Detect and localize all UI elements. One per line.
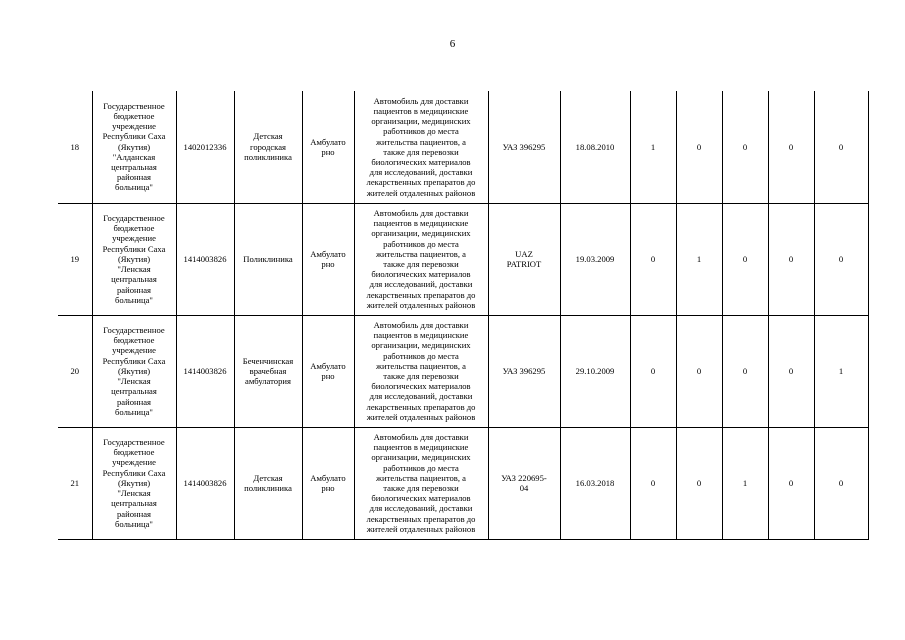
count-cell: 0	[768, 427, 814, 539]
row-number: 21	[58, 427, 92, 539]
vehicle-purpose: Автомобиль для доставки пациентов в медицинские организации, медицинских работников до места жительства пациентов, а также для перевозки биологических материалов для исследований, доставки лекарственных препаратов до жителей отдаленных районов	[354, 203, 488, 315]
inn-code: 1402012336	[176, 91, 234, 203]
registration-date: 19.03.2009	[560, 203, 630, 315]
institution-name: Государственное бюджетное учреждение Республики Саха (Якутия) "Ленская центральная районная больница"	[92, 315, 176, 427]
table-row	[58, 91, 868, 203]
count-cell: 1	[630, 91, 676, 203]
vehicle-model: УАЗ 220695- 04	[488, 427, 560, 539]
registration-date: 16.03.2018	[560, 427, 630, 539]
count-cell: 0	[722, 91, 768, 203]
vehicle-purpose: Автомобиль для доставки пациентов в медицинские организации, медицинских работников до места жительства пациентов, а также для перевозки биологических материалов для исследований, доставки лекарственных препаратов до жителей отдаленных районов	[354, 427, 488, 539]
count-cell: 0	[768, 203, 814, 315]
count-cell: 0	[814, 91, 868, 203]
count-cell: 0	[814, 203, 868, 315]
inn-code: 1414003826	[176, 427, 234, 539]
vehicle-model: УАЗ 396295	[488, 315, 560, 427]
count-cell: 1	[722, 427, 768, 539]
vehicle-purpose: Автомобиль для доставки пациентов в медицинские организации, медицинских работников до места жительства пациентов, а также для перевозки биологических материалов для исследований, доставки лекарственных препаратов до жителей отдаленных районов	[354, 315, 488, 427]
vehicle-model: УАЗ 396295	[488, 91, 560, 203]
count-cell: 0	[814, 427, 868, 539]
page-number: 6	[449, 38, 456, 50]
row-number: 19	[58, 203, 92, 315]
count-cell: 0	[630, 315, 676, 427]
vehicle-model: UAZ PATRIOT	[488, 203, 560, 315]
medical-unit: Детская городская поликлиника	[234, 91, 302, 203]
registration-date: 29.10.2009	[560, 315, 630, 427]
table-row	[58, 203, 868, 315]
count-cell: 1	[814, 315, 868, 427]
row-number: 20	[58, 315, 92, 427]
vehicle-purpose: Автомобиль для доставки пациентов в медицинские организации, медицинских работников до места жительства пациентов, а также для перевозки биологических материалов для исследований, доставки лекарственных препаратов до жителей отдаленных районов	[354, 91, 488, 203]
row-number: 18	[58, 91, 92, 203]
count-cell: 0	[676, 91, 722, 203]
count-cell: 0	[630, 427, 676, 539]
count-cell: 1	[676, 203, 722, 315]
vehicle-table	[58, 91, 869, 540]
care-type: Амбулато рно	[302, 427, 354, 539]
table-row	[58, 427, 868, 539]
count-cell: 0	[768, 315, 814, 427]
care-type: Амбулато рно	[302, 315, 354, 427]
table-row	[58, 315, 868, 427]
institution-name: Государственное бюджетное учреждение Республики Саха (Якутия) "Ленская центральная районная больница"	[92, 427, 176, 539]
inn-code: 1414003826	[176, 315, 234, 427]
care-type: Амбулато рно	[302, 91, 354, 203]
registration-date: 18.08.2010	[560, 91, 630, 203]
inn-code: 1414003826	[176, 203, 234, 315]
institution-name: Государственное бюджетное учреждение Республики Саха (Якутия) "Ленская центральная районная больница"	[92, 203, 176, 315]
count-cell: 0	[676, 427, 722, 539]
medical-unit: Поликлиника	[234, 203, 302, 315]
count-cell: 0	[722, 315, 768, 427]
count-cell: 0	[722, 203, 768, 315]
count-cell: 0	[676, 315, 722, 427]
institution-name: Государственное бюджетное учреждение Республики Саха (Якутия) "Алданская центральная районная больница"	[92, 91, 176, 203]
count-cell: 0	[630, 203, 676, 315]
medical-unit: Беченчинская врачебная амбулатория	[234, 315, 302, 427]
count-cell: 0	[768, 91, 814, 203]
medical-unit: Детская поликлиника	[234, 427, 302, 539]
care-type: Амбулато рно	[302, 203, 354, 315]
